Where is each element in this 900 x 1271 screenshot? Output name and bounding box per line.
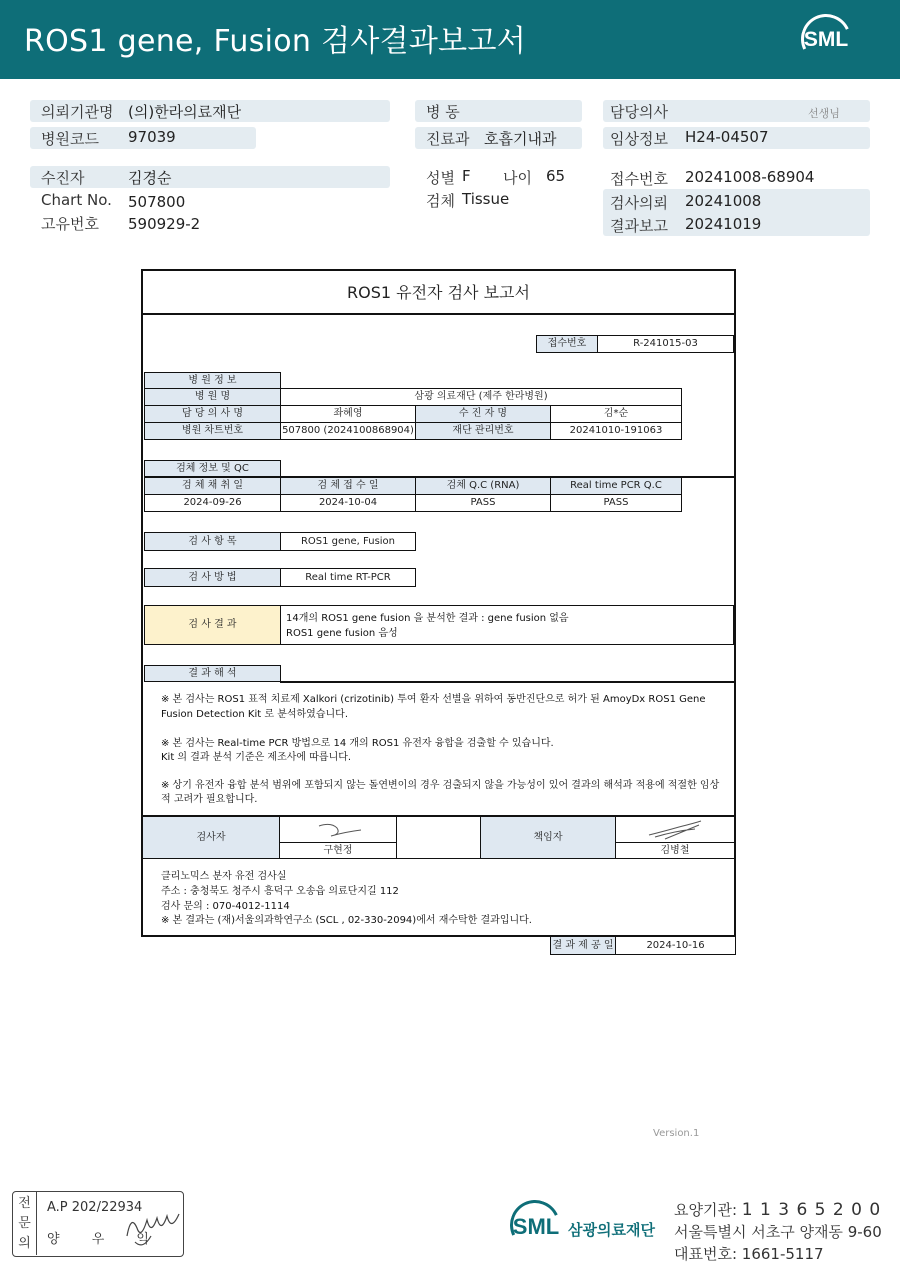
request-label: 검사의뢰	[610, 194, 668, 212]
footer-sml-logo	[508, 1200, 564, 1252]
doctor-suffix: 선생님	[808, 107, 840, 120]
lab-info-line: 검사 문의 : 070-4012-1114	[161, 901, 290, 912]
clinical-value: H24-04507	[685, 128, 769, 146]
provide-date-label: 결 과 제 공 일	[550, 936, 616, 955]
pathologist-stamp	[12, 1191, 184, 1257]
handwritten-signature-icon	[121, 1206, 183, 1250]
receive-date-label: 검 체 접 수 일	[280, 477, 416, 495]
test-method-label: 검 사 방 법	[144, 568, 281, 587]
department-value: 호흡기내과	[484, 130, 557, 148]
institution-code	[674, 1199, 881, 1220]
qc-rna-value: PASS	[415, 494, 551, 512]
supervisor-label: 책임자	[480, 816, 616, 859]
test-result-label: 검 사 결 과	[144, 605, 281, 645]
interpretation-section-label: 결 과 해 석	[144, 665, 281, 682]
qc-pcr-label: Real time PCR Q.C	[550, 477, 682, 495]
receipt-no-label: 접수번호	[536, 335, 598, 353]
logo-text: SML	[803, 28, 849, 51]
interpretation-line: ※ 본 검사는 Real-time PCR 방법으로 14 개의 ROS1 유전자 융합을 검출할 수 있습니다.	[161, 738, 554, 749]
qc-rna-label: 검체 Q.C (RNA)	[415, 477, 551, 495]
receipt-value: 20241008-68904	[685, 168, 815, 186]
chart-no-label: 병원 차트번호	[144, 422, 281, 440]
patient-name-label: 수 진 자 명	[415, 405, 551, 423]
examiner-name: 구현정	[279, 842, 397, 859]
test-item-value: ROS1 gene, Fusion	[280, 532, 416, 551]
lab-info-line: 클리노믹스 분자 유전 검사실	[161, 871, 287, 882]
collect-date-label: 검 체 채 취 일	[144, 477, 281, 495]
section-divider	[280, 681, 734, 683]
clinical-label: 임상정보	[610, 130, 668, 148]
interpretation-line: ※ 본 검사는 ROS1 표적 치료제 Xalkori (crizotinib) 투여 환자 선별을 위하여 동반진단으로 허가 된 AmoyDx ROS1 Gene	[161, 694, 706, 705]
provide-date-value: 2024-10-16	[615, 936, 736, 955]
footer-phone	[674, 1243, 824, 1264]
collect-date-value: 2024-09-26	[144, 494, 281, 512]
examiner-label: 검사자	[143, 816, 280, 859]
interpretation-line: Kit 의 결과 분석 기준은 제조사에 따릅니다.	[161, 752, 352, 763]
receipt-no-value: R-241015-03	[597, 335, 734, 353]
hospital-name-value: 삼광 의료재단 (제주 한라병원)	[280, 388, 682, 406]
specimen-value: Tissue	[462, 190, 510, 208]
patient-label: 수진자	[41, 169, 85, 187]
request-value: 20241008	[685, 192, 762, 210]
test-result-line-2: ROS1 gene fusion 음성	[286, 628, 398, 639]
supervisor-signature-icon	[645, 819, 705, 841]
examiner-signature-icon	[315, 820, 365, 840]
stamp-name: 양 우 익	[47, 1232, 163, 1247]
receive-date-value: 2024-10-04	[280, 494, 416, 512]
patient-name-value: 김*순	[550, 405, 682, 423]
id-value: 590929-2	[128, 215, 201, 233]
chart-label: Chart No.	[41, 191, 112, 209]
test-method-value: Real time RT-PCR	[280, 568, 416, 587]
hospital-code-value: 97039	[128, 128, 176, 146]
id-label: 고유번호	[41, 215, 99, 233]
stamp-ap-number: A.P 202/22934	[47, 1200, 143, 1215]
footer-org-name: 삼광의료재단	[568, 1221, 655, 1239]
blank-cell	[396, 816, 481, 859]
footer-phone-value: 1661-5117	[741, 1245, 824, 1263]
report-date-label: 결과보고	[610, 217, 668, 235]
test-item-label: 검 사 항 목	[144, 532, 281, 551]
doctor-name-value: 좌혜영	[280, 405, 416, 423]
stamp-char: 의	[18, 1236, 31, 1251]
mgmt-no-value: 20241010-191063	[550, 422, 682, 440]
specimen-label: 검체	[426, 192, 455, 210]
stamp-char: 문	[18, 1216, 31, 1231]
report-header	[0, 0, 900, 79]
sml-logo	[797, 12, 855, 66]
supervisor-name: 김병철	[615, 842, 734, 859]
interpretation-line: 적 고려가 필요합니다.	[161, 794, 258, 805]
chart-value: 507800	[128, 193, 186, 211]
patient-value: 김경순	[128, 169, 172, 187]
lab-info-line: 주소 : 충청북도 청주시 흥덕구 오송읍 의료단지길 112	[161, 886, 399, 897]
interpretation-line: Fusion Detection Kit 로 분석하였습니다.	[161, 709, 348, 720]
stamp-char: 전	[18, 1196, 31, 1211]
footer-logo-text: SML	[512, 1214, 560, 1239]
chart-no-value: 507800 (2024100868904)	[280, 422, 416, 440]
age-label: 나이	[503, 169, 532, 187]
test-result-line-1: 14개의 ROS1 gene fusion 을 분석한 결과 : gene fusion 없음	[286, 613, 569, 624]
mgmt-no-label: 재단 관리번호	[415, 422, 551, 440]
footer-phone-label: 대표번호:	[674, 1245, 738, 1263]
doctor-name-label: 담 당 의 사 명	[144, 405, 281, 423]
report-date-value: 20241019	[685, 215, 762, 233]
lab-info-line: ※ 본 결과는 (재)서울의과학연구소 (SCL , 02-330-2094)에서 재수탁한 결과입니다.	[161, 915, 532, 926]
page-title: ROS1 gene, Fusion 검사결과보고서	[24, 24, 527, 59]
doctor-label: 담당의사	[610, 103, 668, 121]
version-label: Version.1	[653, 1128, 700, 1139]
specimen-section-label: 검체 정보 및 QC	[144, 460, 281, 477]
qc-pcr-value: PASS	[550, 494, 682, 512]
report-title: ROS1 유전자 검사 보고서	[143, 271, 734, 315]
hospital-code-label: 병원코드	[41, 130, 99, 148]
sex-value: F	[462, 167, 471, 185]
hospital-name-label: 병 원 명	[144, 388, 281, 406]
footer-address: 서울특별시 서초구 양재동 9-60	[674, 1223, 882, 1241]
institution-label: 의뢰기관명	[41, 103, 114, 121]
age-value: 65	[546, 167, 566, 185]
receipt-label: 접수번호	[610, 170, 668, 188]
hospital-section-label: 병 원 정 보	[144, 372, 281, 389]
sex-label: 성별	[426, 169, 455, 187]
institution-code-label: 요양기관:	[674, 1201, 738, 1219]
interpretation-line: ※ 상기 유전자 융합 분석 범위에 포함되지 않는 돌연변이의 경우 검출되지 않을 가능성이 있어 결과의 해석과 적용에 적절한 임상	[161, 780, 720, 791]
embedded-report	[141, 269, 736, 937]
institution-code-value: 1 1 3 6 5 2 0 0	[741, 1200, 882, 1220]
department-label: 진료과	[426, 130, 470, 148]
stamp-side	[13, 1192, 37, 1255]
ward-label: 병 동	[426, 103, 460, 121]
institution-value: (의)한라의료재단	[128, 103, 242, 121]
